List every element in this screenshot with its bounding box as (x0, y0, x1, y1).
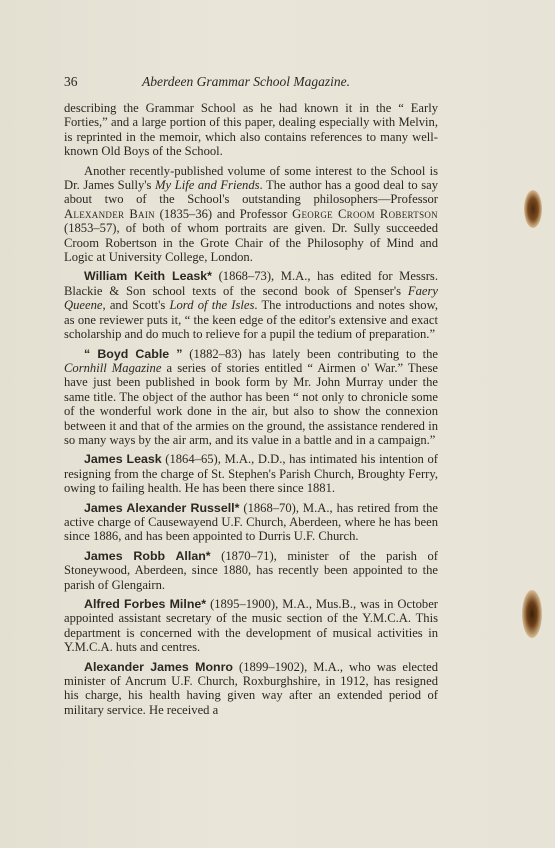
name-boyd-cable: “ Boyd Cable ” (84, 346, 183, 361)
book-title-lord-of-isles: Lord of the Isles (169, 298, 255, 313)
name-james-robb-allan: James Robb Allan* (84, 548, 211, 563)
paragraph-1 (64, 101, 438, 159)
name-alexander-bain: Alexander Bain (64, 206, 155, 221)
paragraph-4-text-b: a series of stories entitled “ Airmen o' War.” These have just been published in book form by Mr. John Murray under the same title. The object of the author has been “ not only to chronicle some of the wonderful work done in the air, but also to show the connexion between it and that of the armies on the ground, the assistance rendered in so many ways by the air arm, and its value in a battle and in a campaign.” (64, 360, 438, 447)
paragraph-4-text-a: (1882–83) has lately been contributing to the (182, 346, 439, 361)
paragraph-8-text: (1895–1900), M.A., Mus.B., was in October appointed assistant secretary of the music section of the Y.M.C.A. This department is concerned with the development of musical activities in Y.M.C.A. huts and centres. (64, 597, 438, 655)
book-title-faery-queene: Faery Queene (64, 283, 438, 313)
paragraph-9-text: (1899–1902), M.A., who was elected minister of Ancrum U.F. Church, Roxburghshire, in 1912, has resigned his charge, his health having given way after an extended period of military service. He received a (64, 659, 439, 717)
name-william-keith-leask: William Keith Leask* (84, 269, 212, 284)
paper-stain-upper (524, 190, 542, 228)
paragraph-5 (64, 452, 438, 495)
paragraph-5-text: (1864–65), M.A., D.D., has intimated his intention of resigning from the charge of St. Stephen's Parish Church, Broughty Ferry, owing to failing health. He has been there since 1881. (64, 452, 438, 496)
paragraph-3-text-c: . The introductions and notes show, as one reviewer puts it, “ the keen edge of the editor's extensive and exact scholarship and do much to relieve for a pupil the tedium of preparation.” (64, 298, 439, 342)
running-title: Aberdeen Grammar School Magazine. (142, 74, 350, 89)
paragraph-4 (64, 347, 438, 448)
name-george-croom-robertson: George Croom Robertson (292, 206, 438, 221)
paragraph-6 (64, 501, 438, 544)
paragraph-1-text: describing the Grammar School as he had known it in the “ Early Forties,” and a large portion of this paper, dealing especially with Melvin, is reprinted in the memoir, which also contains references to many well-known Old Boys of the School. (64, 101, 438, 159)
paragraph-2-text-a: Another recently-published volume of some interest to the School is Dr. James Sully's (64, 163, 438, 193)
paragraph-2-text-d: (1853–57), of both of whom portraits are given. Dr. Sully succeeded Croom Robertson in the Grote Chair of the Philosophy of Mind and Logic at University College, London. (64, 221, 438, 265)
name-alexander-james-monro: Alexander James Monro (84, 659, 233, 674)
paragraph-3-text-a: (1868–73), M.A., has edited for Messrs. Blackie & Son school texts of the second book of Spenser's (64, 269, 438, 298)
paragraph-6-text: (1868–70), M.A., has retired from the active charge of Causewayend U.F. Church, Aberdeen, where he has been since 1886, and has been appointed to Durris U.F. Church. (64, 500, 438, 544)
paragraph-2 (64, 164, 438, 265)
paragraph-2-text-c: (1835–36) and Professor (154, 206, 293, 221)
name-alfred-forbes-milne: Alfred Forbes Milne* (84, 597, 207, 611)
name-james-leask: James Leask (84, 452, 162, 467)
magazine-title-cornhill: Cornhill Magazine (64, 360, 162, 375)
paragraph-9 (64, 660, 438, 718)
paragraph-3 (64, 269, 438, 341)
paragraph-3-text-b: , and Scott's (102, 298, 170, 313)
paragraph-7-text: (1870–71), minister of the parish of Stoneywood, Aberdeen, since 1880, has recently been appointed to the parish of Glengairn. (64, 548, 438, 592)
paragraph-7 (64, 549, 438, 592)
page-number: 36 (64, 74, 78, 89)
paper-stain-lower (522, 590, 542, 638)
body-text (64, 101, 438, 722)
book-title-my-life: My Life and Friends (155, 178, 260, 193)
page-header (64, 74, 444, 90)
paragraph-2-text-b: . The author has a good deal to say about two of the School's outstanding philosophers—Professor (64, 178, 439, 207)
name-james-alexander-russell: James Alexander Russell* (84, 500, 240, 515)
paragraph-8 (64, 597, 438, 655)
